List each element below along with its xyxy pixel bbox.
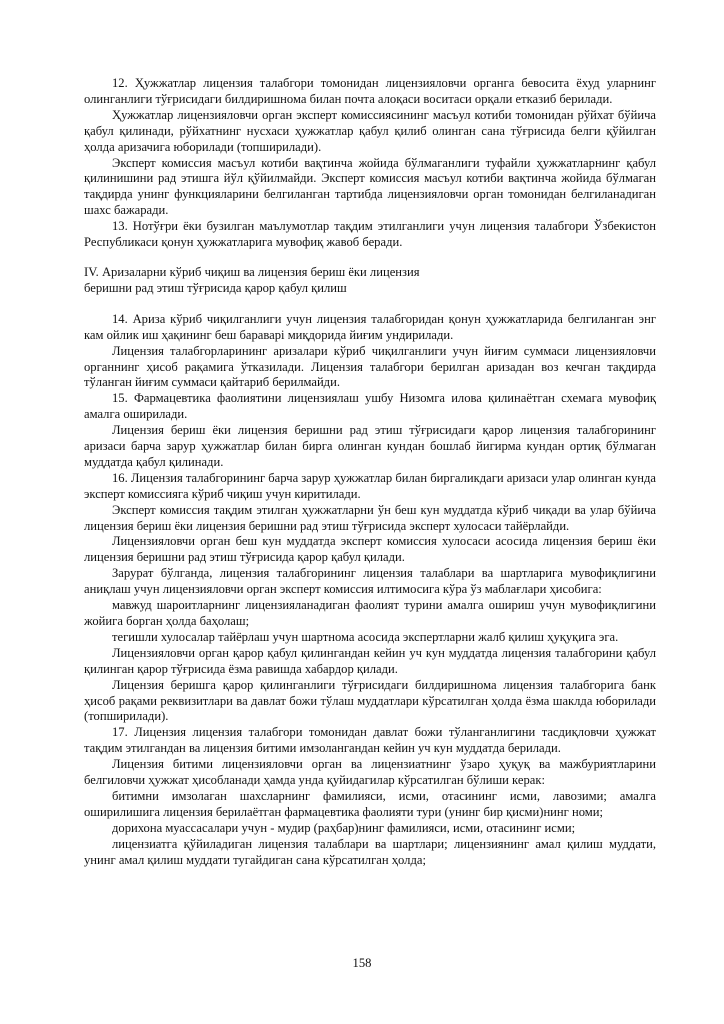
paragraph-12: 12. Ҳужжатлар лицензия талабгори томонидан лицензияловчи органга бевосита ёхуд уларнинг олинганлиги тўғрисидаги билдиришнома билан почта алоқаси воситаси орқали етказиб берилади. [84,76,656,106]
section-heading [84,265,656,297]
paragraph-expert-secretary: Эксперт комиссия масъул котиби вақтинча жойида бўлмаганлиги туфайли ҳужжатларнинг қабул қилинишини рад этишга йўл қўйилмайди. Эксперт комиссия масъул котиби вақтинча жойида бўлмаган тақдирда унинг функцияларини белгиланган тартибда лицензияловчи орган томонидан белгиланадиган шахс бажаради. [84,155,656,218]
list-item-signatories: битимни имзолаган шахсларнинг фамилияси, исми, отасининг исми, лавозими; амалга оширилишига лицензия берилаётган фармацевтика фаолияти тури (унинг бир қисми)нинг номи; [84,788,656,819]
paragraph-decision-deadline: Лицензия бериш ёки лицензия беришни рад этиш тўғрисидаги қарор лицензия талабгорининг аризаси барча зарур ҳужжатлар билан бирга олинган кундан бошлаб йигирма кундан ортиқ бўлмаган муддатда қабул қилинади. [84,423,656,469]
paragraph-expert-review: Эксперт комиссия тақдим этилган ҳужжатларни ўн беш кун муддатда кўриб чиқади ва улар бўйича лицензия бериш ёки лицензия беришни рад этиш тўғрисида эксперт хулосаси тайёрлайди. [84,502,656,533]
section-heading-line-1: IV. Аризаларни кўриб чиқиш ва лицензия бериш ёки лицензия [84,264,420,279]
page-number: 158 [352,956,372,970]
paragraph-licensor-decision: Лицензияловчи орган беш кун муддатда эксперт комиссия хулосаси асосида лицензия бериш ёки лицензия беришни рад этиш тўғрисида қарор қабул қилади. [84,534,656,565]
paragraph-documents-accepted: Ҳужжатлар лицензияловчи орган эксперт комиссиясининг масъул котиби томонидан рўйхат бўйича қабул қилинади, рўйхатнинг нусхаси ҳужжатлар қабул қилиб олинган сана тўғрисида белги қўйилган ҳолда аризачига юборилади (топширилади). [84,107,656,154]
list-item-requirements: лицензиатга қўйиладиган лицензия талаблари ва шартлари; лицензиянинг амал қилиш муддати, унинг амал қилиш муддати тугайдиган сана кўрсатилган ҳолда; [84,836,656,867]
paragraph-notify-applicant: Лицензияловчи орган қарор қабул қилингандан кейин уч кун муддатда лицензия талабгорини қабул қилинган қарор тўғрисида ёзма равишда хабардор қилади. [84,645,656,676]
paragraph-16: 16. Лицензия талабгорининг барча зарур ҳужжатлар билан биргаликдаги аризаси улар олинган кунда эксперт комиссияга кўриб чиқиш учун киритилади. [84,470,657,501]
section-heading-line-2: беришни рад этиш тўғрисида қарор қабул қилиш [84,280,347,295]
paragraph-fee-transfer: Лицензия талабгорларининг аризалари кўриб чиқилганлиги учун йиғим суммаси лицензияловчи органнинг ҳисоб рақамига ўтказилади. Лицензия талабгори берилган аризадан воз кечган тақдирда тўланган йиғим суммаси қайтариб берилмайди. [84,343,656,390]
list-item-pharmacy-head: дорихона муассасалари учун - мудир (раҳбар)нинг фамилияси, исми, отасининг исми; [112,820,576,835]
paragraph-13: 13. Нотўғри ёки бузилган маълумотлар тақдим этилганлиги учун лицензия талабгори Ўзбекистон Республикаси қонун ҳужжатларига мувофиқ жавоб беради. [84,219,656,250]
list-item-experts: тегишли хулосалар тайёрлаш учун шартнома асосида экспертларни жалб қилиш ҳуқуқига эга. [112,629,619,644]
document-page [84,76,656,869]
list-item-assessment: мавжуд шароитларнинг лицензияланадиган фаолият турини амалга ошириш учун мувофиқлигини жойига борган ҳолда баҳолаш; [84,598,656,628]
paragraph-14: 14. Ариза кўриб чиқилганлиги учун лицензия талабгоридан қонун ҳужжатларида белгиланган энг кам ойлик иш ҳақининг беш бараварi миқдорида йиғим ундирилади. [84,311,656,342]
paragraph-license-agreement: Лицензия битими лицензияловчи орган ва лицензиатнинг ўзаро ҳуқуқ ва мажбуриятларини белгиловчи ҳужжат ҳисобланади ҳамда унда қуйидагилар кўрсатилган бўлиши керак: [84,757,656,788]
paragraph-15: 15. Фармацевтика фаолиятини лицензиялаш ушбу Низомга илова қилинаётган схемага мувофиқ амалга оширилади. [84,391,656,422]
paragraph-17: 17. Лицензия лицензия талабгори томонидан давлат божи тўланганлигини тасдиқловчи ҳужжат тақдим этилгандан ва лицензия битими имзолангандан кейин уч кун муддатда берилади. [84,725,656,756]
paragraph-necessity: Зарурат бўлганда, лицензия талабгорининг лицензия талаблари ва шартларига мувофиқлигини аниқлаш учун лицензияловчи орган эксперт комиссия илтимосига кўра ўз маблағлари ҳисобига: [84,566,656,597]
paragraph-notification-bank: Лицензия беришга қарор қилинганлиги тўғрисидаги билдиришнома лицензия талабгорига банк ҳисоб рақами реквизитлари ва давлат божи тўлаш муддатлари кўрсатилган ҳолда ёзма шаклда юборилади (топширилади). [84,677,656,724]
